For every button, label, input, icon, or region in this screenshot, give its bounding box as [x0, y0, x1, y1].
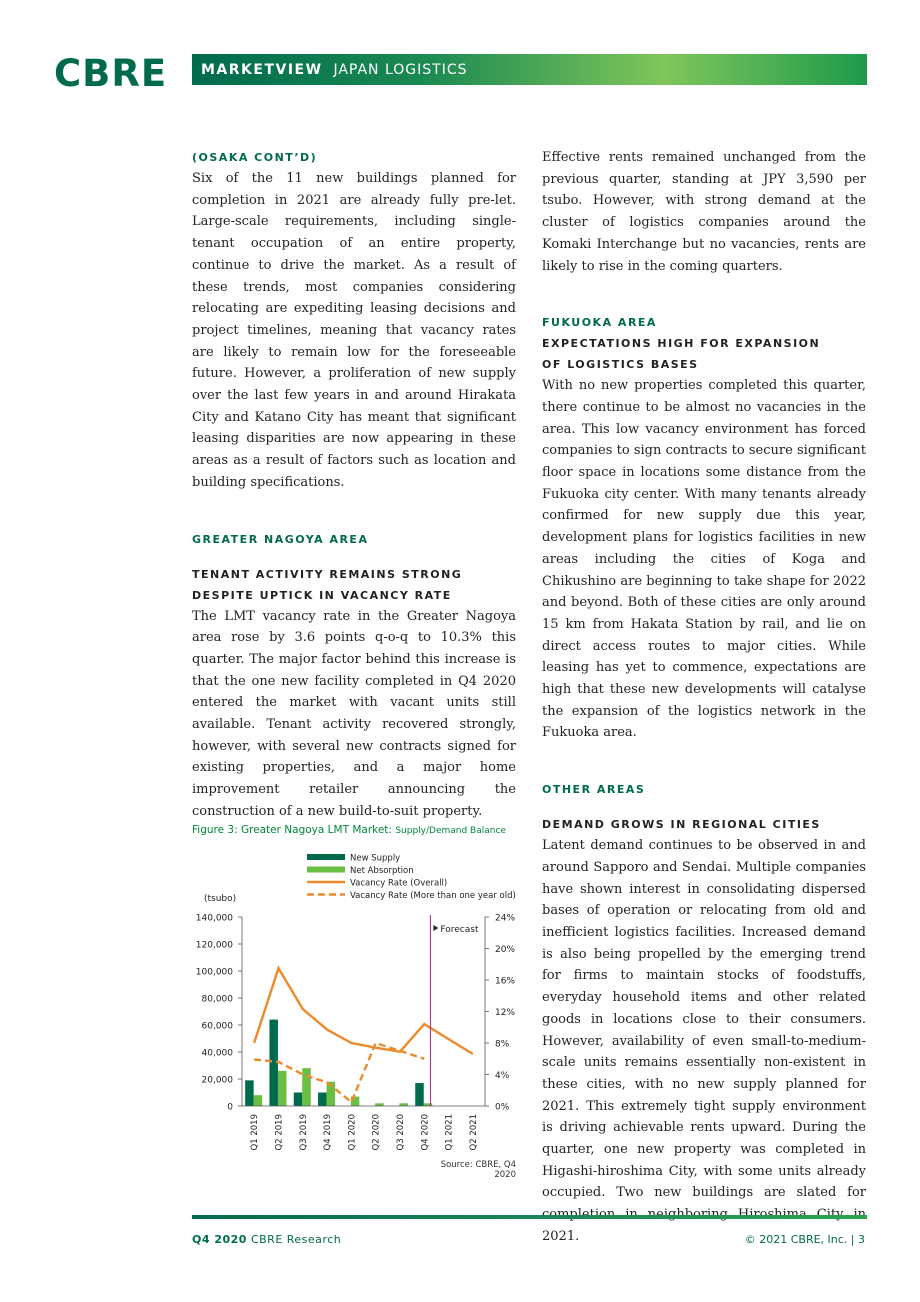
header-banner: [192, 54, 867, 85]
fukuoka-subheading-2: OF LOGISTICS BASES: [542, 358, 699, 372]
footer-rule: [192, 1215, 867, 1219]
bar-net-absorption: [254, 1095, 263, 1106]
y-tick-label-left: 80,000: [201, 994, 233, 1005]
line-vacancy-overall: [254, 968, 473, 1054]
legend-label: Net Absorption: [350, 866, 414, 876]
y-tick-label-left: 20,000: [201, 1075, 233, 1086]
y-tick-label-right: 16%: [495, 976, 516, 987]
nagoya-subheading-2: DESPITE UPTICK IN VACANCY RATE: [192, 588, 452, 602]
bar-new-supply: [415, 1083, 424, 1106]
y-tick-label-right: 0%: [495, 1102, 510, 1113]
y-tick-label-left: 0: [227, 1102, 233, 1113]
bar-net-absorption: [399, 1103, 408, 1106]
nagoya-paragraph: The LMT vacancy rate in the Greater Nagoya area rose by 3.6 points q-o-q to 10.3% this quarter. The major factor behind this increase is that the one new facility completed in Q4 2020 entered the market with vacant units still available. Tenant activity recovered strongly, however, with several new contracts signed for existing properties, and a major home improvement retailer announcing the construction of a new build-to-suit property.: [192, 608, 516, 819]
y-tick-label-right: 8%: [495, 1039, 510, 1050]
other-areas-subheading: DEMAND GROWS IN REGIONAL CITIES: [542, 818, 821, 832]
bar-net-absorption: [302, 1068, 311, 1106]
y-tick-label-left: 60,000: [201, 1021, 233, 1032]
fukuoka-subheading-1: EXPECTATIONS HIGH FOR EXPANSION: [542, 337, 821, 351]
y-tick-label-left: 140,000: [195, 913, 233, 924]
bar-net-absorption: [278, 1071, 287, 1106]
other-areas-paragraph: Latent demand continues to be observed in and around Sapporo and Sendai. Multiple companies have shown interest in consolidating dispersed bases of operation or relocating from old and inefficient logistics facilities. Increased demand is also being propelled by the emerging trend for firms to maintain stocks of foodstuffs, everyday household items and other related goods in locations close to their consumers. However, availability of even small-to-medium-scale units remains essentially non-existent in these cities, with no new supply planned for 2021. This extremely tight supply environment is driving achievable rents upward. During the quarter, one new property was completed in Higashi-hiroshima City, with some units already occupied. Two new buildings are slated for 2021.: [542, 838, 866, 1244]
footer-copyright: © 2021 CBRE, Inc. | 3: [744, 1233, 865, 1246]
y-tick-label-right: 24%: [495, 913, 516, 924]
osaka-paragraph: Six of the 11 new buildings planned for completion in 2021 are already fully pre-let. Large-scale requirements, including single-tenant occupation of an entire property, continue to drive the market. As a result of these trends, most companies considering relocating are expediting leasing decisions and project timelines, meaning that vacancy rates are likely to remain low for the foreseeable future. However, a proliferation of new supply over the last few years in and around Hirakata City and Katano City has meant that significant leasing disparities are now appearing in these areas as a result of factors such as location and building specifications.: [192, 171, 516, 490]
bar-net-absorption: [424, 1103, 433, 1106]
nagoya-heading: GREATER NAGOYA AREA: [192, 532, 369, 546]
legend-label: Vacancy Rate (Overall): [350, 878, 448, 889]
fukuoka-heading: FUKUOKA AREA: [542, 316, 657, 330]
nagoya-rent-paragraph: Effective rents remained unchanged from the previous quarter, standing at JPY 3,590 per tsubo. However, with strong demand at the cluster of logistics companies around the Komaki Interchange but no vacancies, rents are likely to rise in the coming quarters.: [542, 150, 866, 274]
figure-subtitle: Supply/Demand Balance: [395, 826, 506, 836]
bar-new-supply: [294, 1093, 303, 1107]
x-tick-label: Q1 2020: [347, 1114, 358, 1151]
y-tick-label-right: 4%: [495, 1071, 510, 1081]
nagoya-subheading-1: TENANT ACTIVITY REMAINS STRONG: [192, 567, 463, 581]
x-tick-label: Q4 2020: [420, 1114, 431, 1151]
footer-research: CBRE Research: [250, 1233, 342, 1246]
right-column: [542, 147, 866, 1248]
y-tick-label-left: 40,000: [201, 1048, 233, 1059]
banner-title: MARKETVIEW: [201, 62, 323, 78]
other-areas-heading: OTHER AREAS: [542, 783, 646, 797]
x-tick-label: Q2 2019: [274, 1114, 285, 1151]
figure-title-main: Figure 3: Greater Nagoya LMT Market:: [192, 824, 392, 836]
bar-net-absorption: [375, 1103, 384, 1106]
bar-new-supply: [245, 1080, 254, 1106]
x-tick-label: Q2 2020: [371, 1114, 382, 1151]
y-tick-label-right: 20%: [495, 945, 516, 955]
legend-swatch-bar: [307, 867, 345, 873]
legend-label: Vacancy Rate (More than one year old): [350, 891, 516, 901]
osaka-heading: (OSAKA CONT’D): [192, 151, 318, 164]
x-tick-label: Q2 2021: [468, 1114, 479, 1151]
x-tick-label: Q1 2021: [444, 1114, 455, 1151]
y-tick-label-right: 12%: [495, 1008, 516, 1018]
cbre-logo: CBRE: [54, 52, 168, 95]
fukuoka-paragraph: With no new properties completed this quarter, there continue to be almost no vacancies in the area. This low vacancy environment has forced companies to sign contracts to secure significant floor space in locations some distance from the Fukuoka city center. With many tenants already confirmed for new supply due this year, development plans for logistics facilities in new areas including the cities of Koga and Chikushino are beginning to take shape for 2022 and beyond. Both of these cities are only around 15 km from Hakata Station by rail, and lie on direct access routes to major cities. While leasing has yet to commence, expectations are high that these new developments will catalyse the expansion of the logistics network in the Fukuoka area.: [542, 378, 866, 741]
banner-subtitle: JAPAN LOGISTICS: [333, 62, 468, 78]
bar-new-supply: [318, 1093, 327, 1107]
x-tick-label: Q1 2019: [250, 1114, 261, 1151]
x-tick-label: Q4 2019: [323, 1114, 334, 1151]
x-tick-label: Q3 2020: [395, 1114, 406, 1151]
forecast-label: Forecast: [440, 925, 479, 935]
legend-swatch-bar: [307, 854, 345, 860]
figure-source: Source: CBRE, Q4 2020: [440, 1160, 516, 1180]
legend-label: New Supply: [350, 853, 401, 864]
y-tick-label-left: 100,000: [195, 967, 233, 978]
left-column: [192, 147, 516, 823]
footer-quarter: Q4 2020: [192, 1233, 247, 1246]
y-axis-unit-label: (tsubo): [204, 894, 237, 904]
supply-demand-chart: [192, 845, 516, 1157]
figure-title: [192, 824, 506, 836]
x-tick-label: Q3 2019: [298, 1114, 309, 1151]
forecast-arrow-icon: [433, 925, 438, 931]
footer-left: [192, 1233, 341, 1246]
y-tick-label-left: 120,000: [195, 940, 233, 951]
